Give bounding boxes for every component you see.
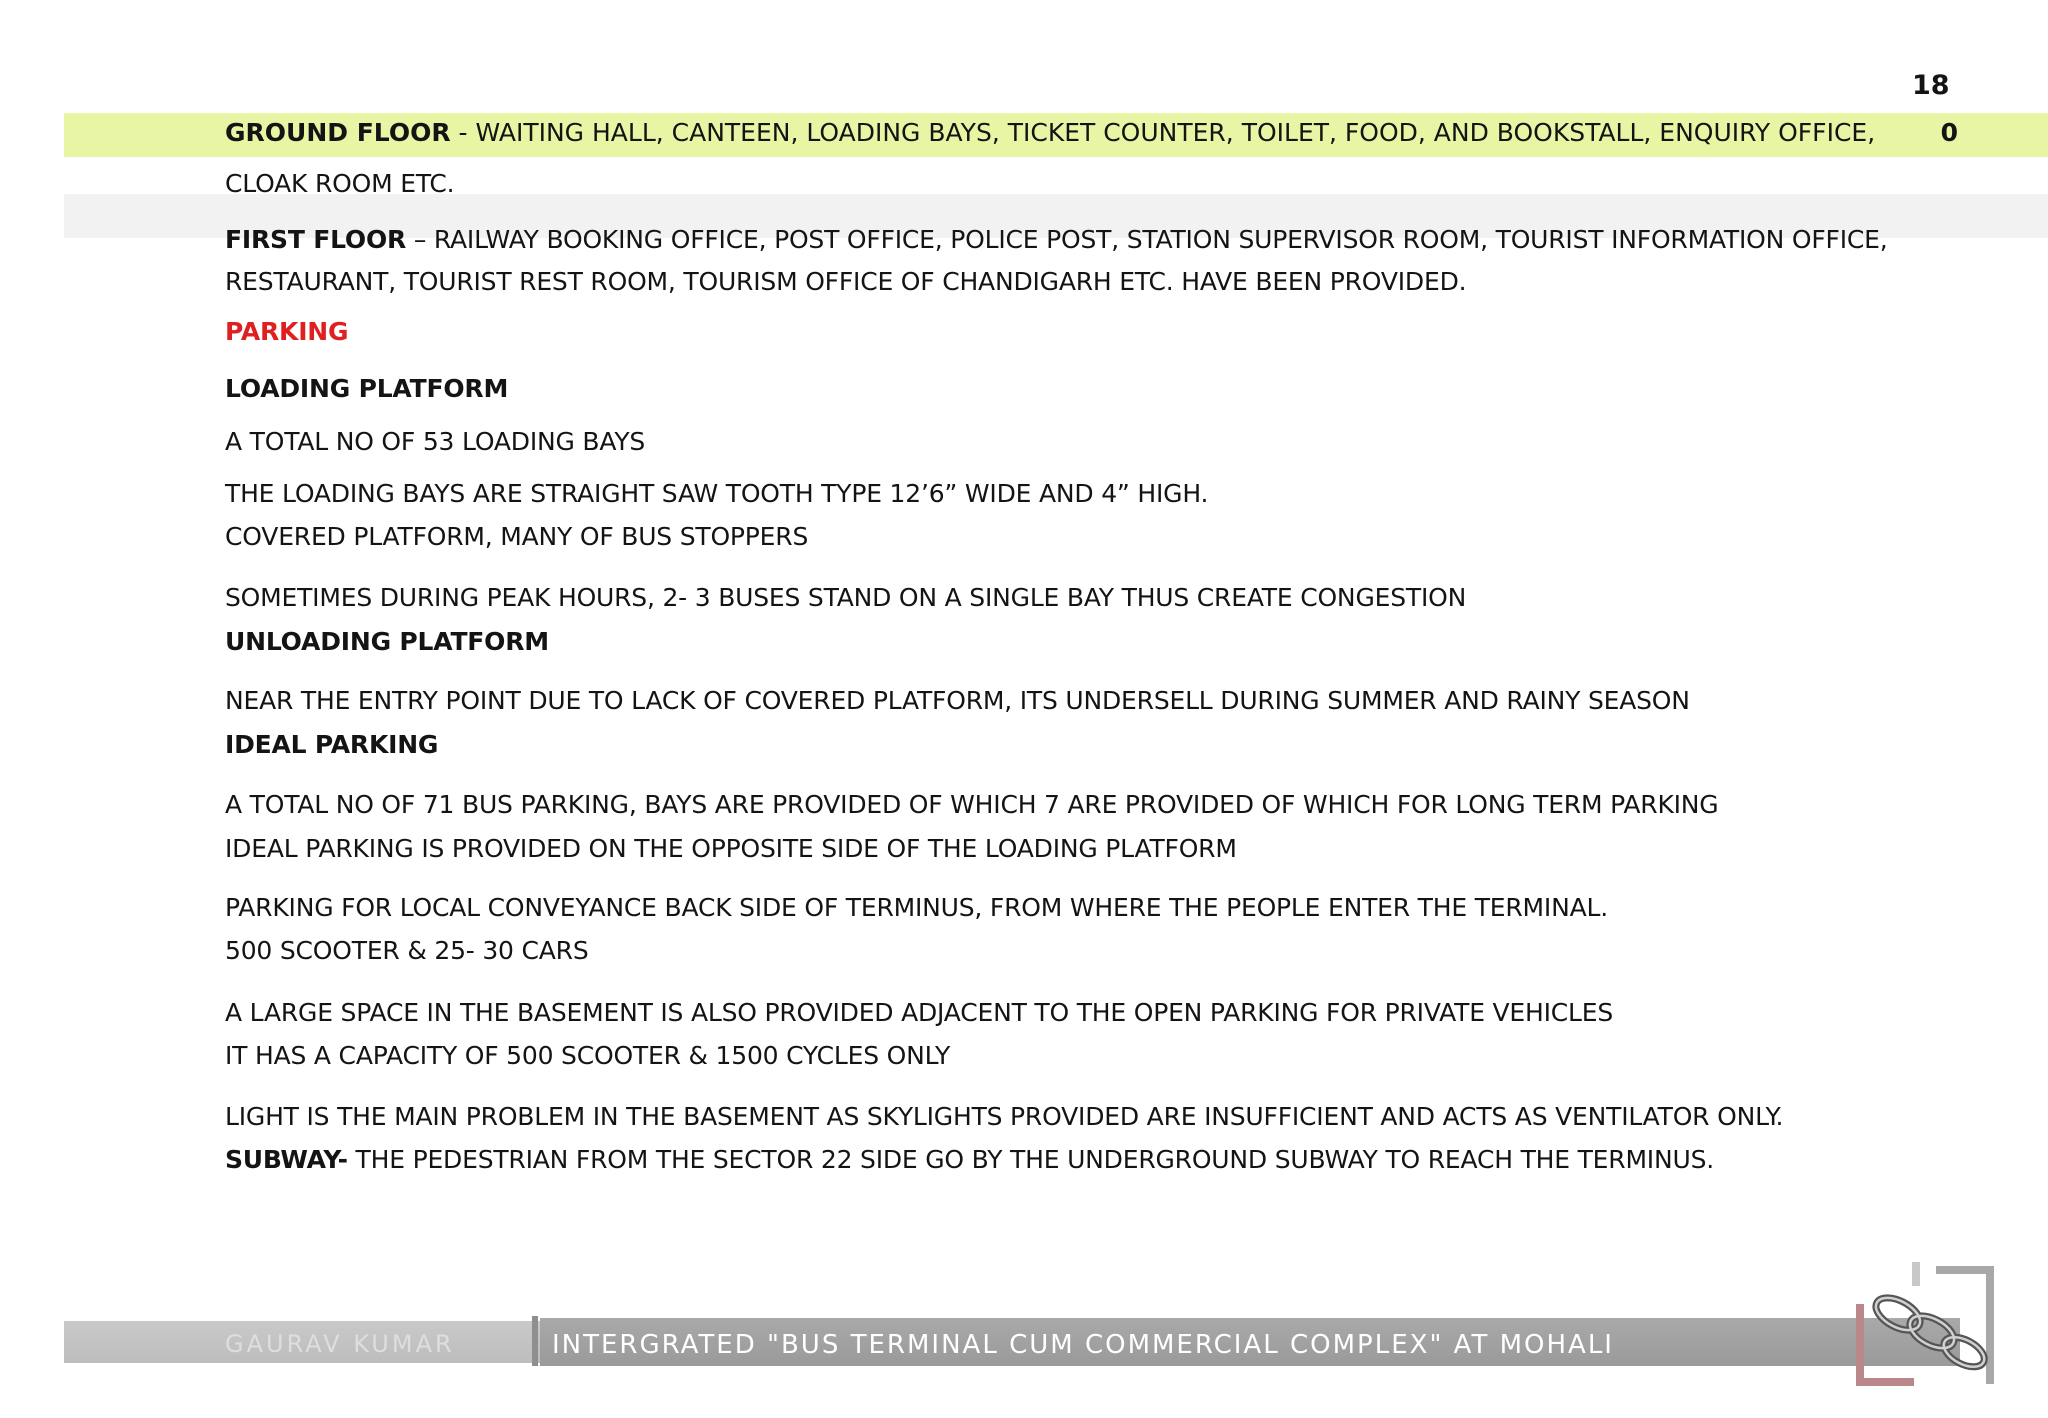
footer-author: GAURAV KUMAR: [225, 1330, 455, 1358]
loading-line-3: COVERED PLATFORM, MANY OF BUS STOPPERS: [225, 522, 809, 551]
ideal-line-1: A TOTAL NO OF 71 BUS PARKING, BAYS ARE PROVIDED OF WHICH 7 ARE PROVIDED OF WHICH FOR LONG TERM PARKING: [225, 790, 1719, 819]
ground-floor-label: GROUND FLOOR: [225, 118, 451, 147]
loading-line-1: A TOTAL NO OF 53 LOADING BAYS: [225, 427, 646, 456]
ground-floor-continued: CLOAK ROOM ETC.: [225, 169, 455, 198]
ideal-parking-heading: IDEAL PARKING: [225, 730, 439, 759]
loading-line-2: THE LOADING BAYS ARE STRAIGHT SAW TOOTH TYPE 12’6” WIDE AND 4” HIGH.: [225, 479, 1209, 508]
ground-floor-line: [225, 116, 1958, 150]
ideal-line-6: IT HAS A CAPACITY OF 500 SCOOTER & 1500 CYCLES ONLY: [225, 1041, 951, 1070]
loading-platform-heading: LOADING PLATFORM: [225, 374, 509, 403]
subway-line: [225, 1143, 1714, 1177]
subway-label: SUBWAY-: [225, 1145, 348, 1174]
page-number: 18: [1912, 70, 1950, 101]
unloading-line-1: NEAR THE ENTRY POINT DUE TO LACK OF COVERED PLATFORM, ITS UNDERSELL DURING SUMMER AND RAINY SEASON: [225, 686, 1690, 715]
ideal-line-3: PARKING FOR LOCAL CONVEYANCE BACK SIDE OF TERMINUS, FROM WHERE THE PEOPLE ENTER THE TERMINAL.: [225, 893, 1608, 922]
ground-floor-text: - WAITING HALL, CANTEEN, LOADING BAYS, TICKET COUNTER, TOILET, FOOD, AND BOOKSTALL, ENQUIRY OFFICE,: [450, 118, 1876, 147]
parking-heading: PARKING: [225, 317, 349, 346]
first-floor-line: [225, 223, 1888, 257]
ground-floor-trailing: 0: [1940, 118, 1958, 147]
ideal-line-5: A LARGE SPACE IN THE BASEMENT IS ALSO PROVIDED ADJACENT TO THE OPEN PARKING FOR PRIVATE VEHICLES: [225, 998, 1614, 1027]
first-floor-text: – RAILWAY BOOKING OFFICE, POST OFFICE, POLICE POST, STATION SUPERVISOR ROOM, TOURIST INFORMATION OFFICE,: [406, 225, 1888, 254]
subway-text: THE PEDESTRIAN FROM THE SECTOR 22 SIDE GO BY THE UNDERGROUND SUBWAY TO REACH THE TERMINUS.: [347, 1145, 1714, 1174]
unloading-platform-heading: UNLOADING PLATFORM: [225, 627, 549, 656]
first-floor-continued: RESTAURANT, TOURIST REST ROOM, TOURISM OFFICE OF CHANDIGARH ETC. HAVE BEEN PROVIDED.: [225, 267, 1467, 296]
footer-separator: [532, 1316, 538, 1366]
first-floor-label: FIRST FLOOR: [225, 225, 407, 254]
footer-title: INTERGRATED "BUS TERMINAL CUM COMMERCIAL COMPLEX" AT MOHALI: [552, 1330, 1614, 1360]
chain-link-logo-icon: [1850, 1262, 2000, 1388]
ideal-line-2: IDEAL PARKING IS PROVIDED ON THE OPPOSITE SIDE OF THE LOADING PLATFORM: [225, 834, 1237, 863]
ideal-line-4: 500 SCOOTER & 25- 30 CARS: [225, 936, 589, 965]
loading-line-4: SOMETIMES DURING PEAK HOURS, 2- 3 BUSES STAND ON A SINGLE BAY THUS CREATE CONGESTION: [225, 583, 1467, 612]
ideal-line-7: LIGHT IS THE MAIN PROBLEM IN THE BASEMENT AS SKYLIGHTS PROVIDED ARE INSUFFICIENT AND ACTS AS VENTILATOR ONLY.: [225, 1102, 1784, 1131]
